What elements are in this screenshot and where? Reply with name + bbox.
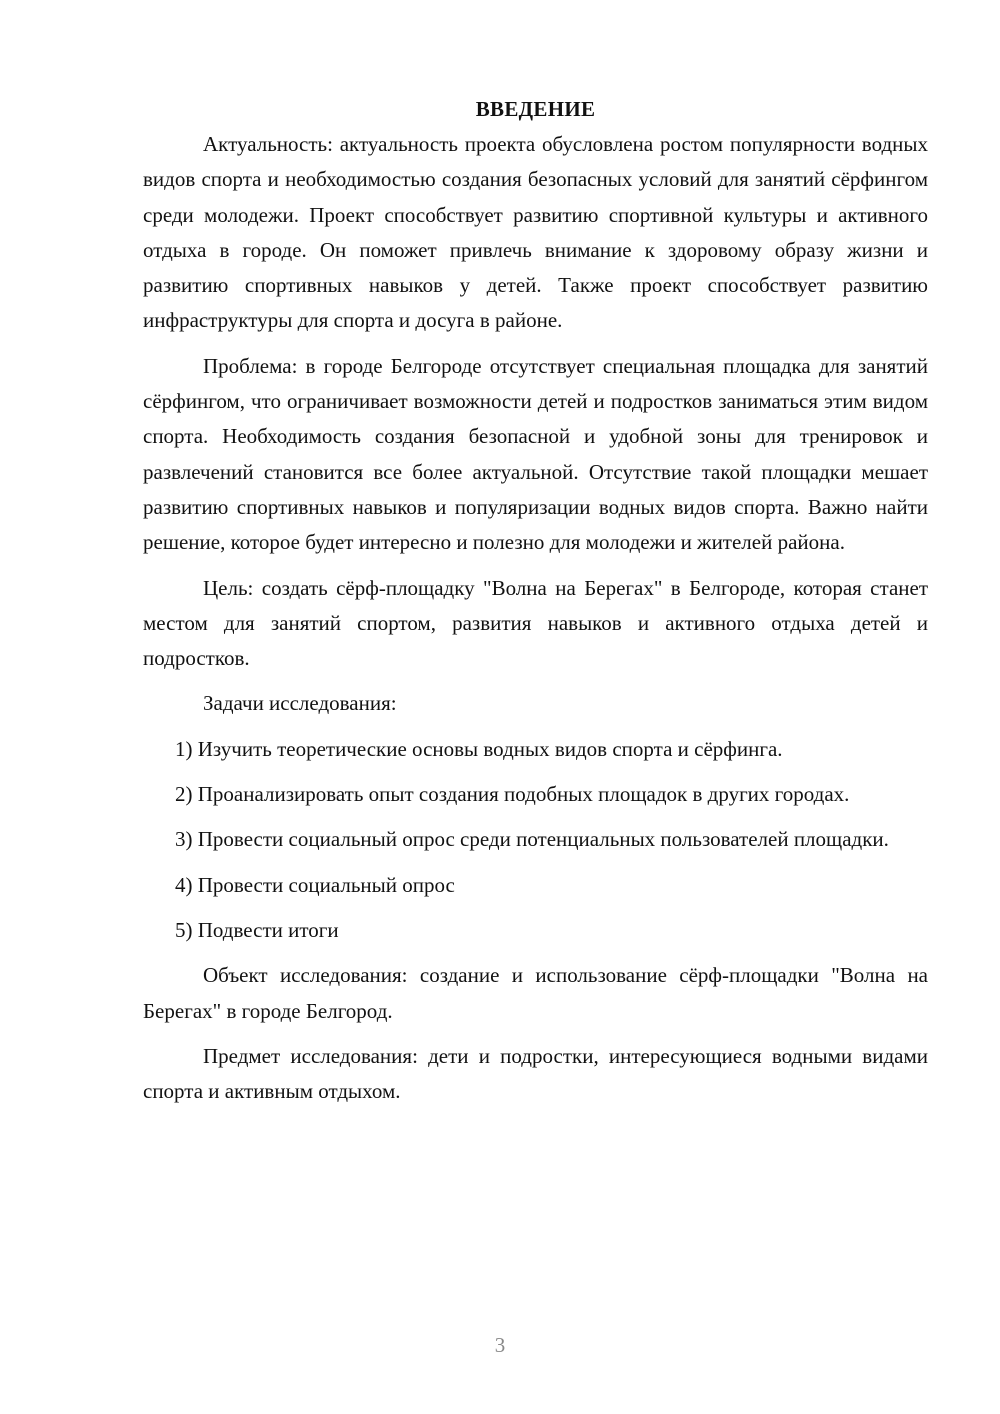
list-item: 3) Провести социальный опрос среди потенциальных пользователей площадки. (175, 827, 889, 852)
tasks-list (143, 732, 928, 948)
paragraph-object: Объект исследования: создание и использование сёрф-площадки "Волна на Берегах" в городе Белгород. (143, 963, 928, 1023)
list-item: 1) Изучить теоретические основы водных видов спорта и сёрфинга. (175, 736, 783, 761)
document-page (143, 92, 928, 1119)
list-item: 2) Проанализировать опыт создания подобных площадок в других городах. (175, 782, 850, 807)
paragraph-subject: Предмет исследования: дети и подростки, интересующиеся водными видами спорта и активным отдыхом. (143, 1043, 928, 1104)
tasks-heading: Задачи исследования: (203, 691, 397, 716)
paragraph-goal: Цель: создать сёрф-площадку "Волна на Берегах" в Белгороде, которая станет местом для занятий спортом, развития навыков и активного отдыха детей и подростков. (143, 575, 928, 671)
paragraph-relevance: Актуальность: актуальность проекта обусловлена ростом популярности водных видов спорта и необходимостью создания безопасных условий для занятий сёрфингом среди молодежи. Проект способствует развитию спортивной культуры и активного отдыха в городе. Он поможет привлечь внимание к здоровому образу жизни и развитию спортивных навыков у детей. Также проект способствует развитию инфраструктуры для спорта и досуга в районе. (143, 132, 928, 333)
page-number: 3 (494, 1333, 506, 1357)
list-item: 5) Подвести итоги (175, 917, 339, 942)
paragraph-problem: Проблема: в городе Белгороде отсутствует специальная площадка для занятий сёрфингом, что ограничивает возможности детей и подростков заниматься этим видом спорта. Необходимость создания безопасной и удобной зоны для тренировок и развлечений становится все более актуальной. Отсутствие такой площадки мешает развитию спортивных навыков и популяризации водных видов спорта. Важно найти решение, которое будет интересно и полезно для молодежи и жителей района. (143, 353, 928, 555)
list-item: 4) Провести социальный опрос (175, 872, 455, 897)
section-title: ВВЕДЕНИЕ (475, 97, 596, 121)
